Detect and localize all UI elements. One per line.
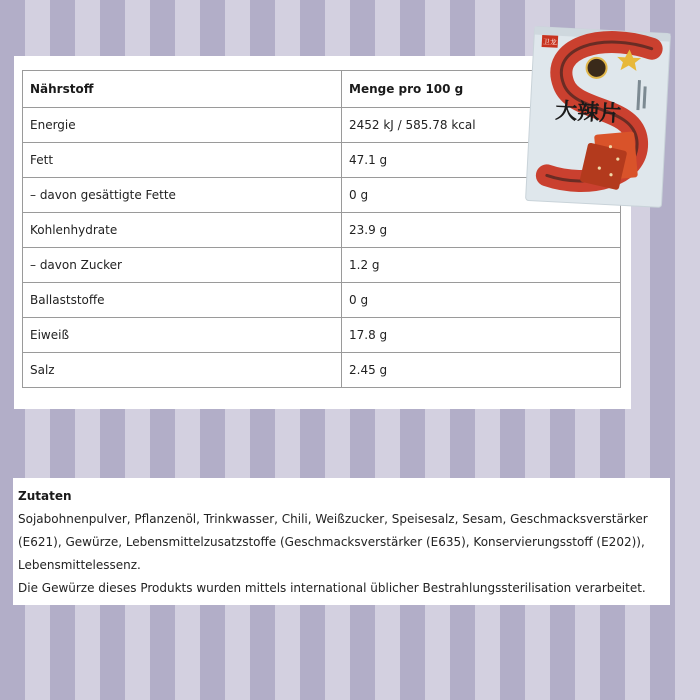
nutrient-cell: Salz: [23, 353, 342, 388]
ingredients-card: [13, 478, 670, 605]
ingredients-title: Zutaten: [18, 489, 72, 503]
nutrient-cell: Fett: [23, 143, 342, 178]
amount-cell: 2.45 g: [342, 353, 621, 388]
brand-logo-text: 卫龙: [542, 38, 558, 47]
product-package-image: [523, 24, 672, 209]
amount-cell: 0 g: [342, 178, 621, 213]
amount-cell: 47.1 g: [342, 143, 621, 178]
nutrient-cell: Kohlenhydrate: [23, 213, 342, 248]
nutrient-cell: Eiweiß: [23, 318, 342, 353]
nutrient-cell: Energie: [23, 108, 342, 143]
nutrient-cell: Ballaststoffe: [23, 283, 342, 318]
amount-cell: 17.8 g: [342, 318, 621, 353]
table-row: [23, 283, 621, 318]
amount-cell: 2452 kJ / 585.78 kcal: [342, 108, 621, 143]
ingredients-text: Sojabohnenpulver, Pflanzenöl, Trinkwasser, Chili, Weißzucker, Speisesalz, Sesam, Geschmacksverstärker (E621), Gewürze, Lebensmittelzusatzstoffe (Geschmacksverstärker (E635), Konservierungsstoff (E202)), Lebensmittelessenz.: [18, 512, 648, 572]
nutrient-cell: – davon Zucker: [23, 248, 342, 283]
table-row: [23, 318, 621, 353]
header-amount: Menge pro 100 g: [342, 71, 621, 108]
table-row: [23, 353, 621, 388]
amount-cell: 23.9 g: [342, 213, 621, 248]
ingredients-note: Die Gewürze dieses Produkts wurden mittels international üblicher Bestrahlungssterilisation verarbeitet.: [18, 581, 646, 595]
amount-cell: 0 g: [342, 283, 621, 318]
nutrient-cell: – davon gesättigte Fette: [23, 178, 342, 213]
table-row: [23, 248, 621, 283]
amount-cell: 1.2 g: [342, 248, 621, 283]
header-nutrient: Nährstoff: [23, 71, 342, 108]
table-row: [23, 213, 621, 248]
product-title-text: 大辣片: [554, 98, 622, 128]
